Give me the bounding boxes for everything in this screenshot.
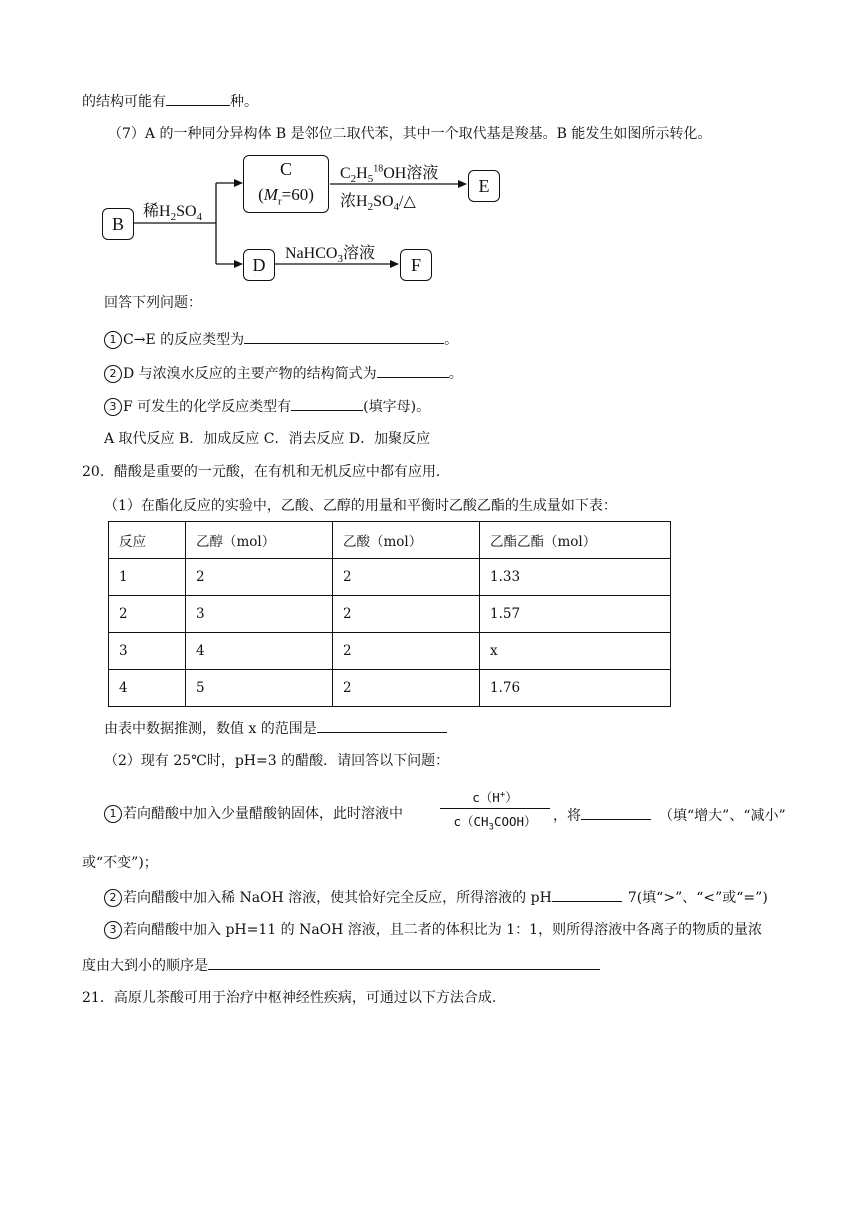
- sub-question-p3: 3 若向醋酸中加入 pH=11 的 NaOH 溶液，且二者的体积比为 1：1，则所得溶液中各离子的物质的量浓: [104, 920, 762, 940]
- question-7: （7）A 的一种同分异构体 B 是邻位二取代苯，其中一个取代基是羧基。B 能发生如图所示转化。: [108, 126, 712, 142]
- table-cell: 1.33: [480, 559, 671, 596]
- table-cell: 2: [186, 559, 333, 596]
- table-cell: 2: [109, 596, 186, 633]
- reagent-ethanol-18o: $C_2H_5^{18}OH$溶液: [340, 163, 439, 186]
- answer-blank[interactable]: [208, 954, 600, 970]
- table-cell: 3: [109, 633, 186, 670]
- compound-f-box: F: [400, 249, 432, 281]
- table-row: [109, 596, 671, 633]
- sub-question-2: 2 D 与浓溴水反应的主要产物的结构简式为 。: [104, 362, 463, 384]
- fraction-bar: [440, 808, 550, 809]
- table-cell: 2: [333, 559, 480, 596]
- answer-blank[interactable]: [291, 395, 363, 411]
- text-line: 的结构可能有 种。: [82, 90, 258, 112]
- question-21: 21．高原儿茶酸可用于治疗中枢神经性疾病，可通过以下方法合成.: [82, 990, 497, 1006]
- reagent-dilute-h2so4: 稀$H_2SO_4$: [143, 203, 203, 224]
- answer-intro: 回答下列问题：: [104, 295, 202, 311]
- fraction-numerator: c（H+）: [472, 789, 518, 805]
- table-cell: 2: [333, 596, 480, 633]
- sub-question-1: 1 C→E 的反应类型为 。: [104, 328, 458, 350]
- circled-number-1: 1: [104, 331, 122, 349]
- compound-b-box: B: [102, 208, 134, 240]
- table-cell: 5: [186, 670, 333, 707]
- table-header-cell: 乙酸（mol）: [333, 522, 480, 559]
- question-20: 20．醋酸是重要的一元酸，在有机和无机反应中都有应用.: [82, 464, 441, 480]
- circled-number-3: 3: [104, 921, 122, 939]
- table-header-cell: 反应: [109, 522, 186, 559]
- sub-question-p2: 2 若向醋酸中加入稀 NaOH 溶液，使其恰好完全反应，所得溶液的 pH 7(填“>”、“<”或“=”): [104, 886, 768, 908]
- esterification-table: [108, 521, 671, 707]
- compound-d-box: D: [243, 249, 275, 281]
- table-header-cell: 乙酯乙酯（mol）: [480, 522, 671, 559]
- table-cell: 1.57: [480, 596, 671, 633]
- question-20-part-1: （1）在酯化反应的实验中，乙酸、乙醇的用量和平衡时乙酸乙酯的生成量如下表：: [104, 498, 617, 514]
- fraction-denominator: $c(CH_3COOH)$: [453, 814, 537, 833]
- range-question: 由表中数据推测，数值 x 的范围是: [104, 717, 447, 739]
- table-cell: 2: [333, 633, 480, 670]
- table-cell: 1.76: [480, 670, 671, 707]
- question-20-part-2: （2）现有 25℃时，pH=3 的醋酸．请回答以下问题：: [104, 753, 450, 769]
- reagent-nahco3: NaHCO$_3$溶液: [285, 245, 375, 266]
- table-cell: 4: [109, 670, 186, 707]
- circled-number-2: 2: [104, 889, 122, 907]
- answer-blank[interactable]: [377, 362, 449, 378]
- compound-e-box: E: [468, 170, 500, 202]
- sub-question-p3-continued: 度由大到小的顺序是: [82, 954, 600, 976]
- table-cell: 3: [186, 596, 333, 633]
- answer-blank[interactable]: [317, 717, 447, 733]
- answer-options: A 取代反应 B．加成反应 C．消去反应 D．加聚反应: [104, 431, 431, 447]
- reagent-conc-h2so4-heat: 浓$H_2SO_4/\triangle$: [340, 193, 416, 214]
- sub-question-3: 3 F 可发生的化学反应类型有 (填字母)。: [104, 395, 430, 417]
- table-cell: 1: [109, 559, 186, 596]
- circled-number-1: 1: [104, 805, 122, 823]
- table-row: [109, 559, 671, 596]
- answer-blank[interactable]: [244, 328, 444, 344]
- sub-question-p1-continued: 或“不变”)；: [82, 855, 158, 871]
- table-cell: 4: [186, 633, 333, 670]
- table-header-row: [109, 522, 671, 559]
- table-cell: 2: [333, 670, 480, 707]
- circled-number-3: 3: [104, 398, 122, 416]
- sub-question-p1-tail: ，将 （填“增大”、“减小”: [553, 804, 786, 826]
- compound-c-box: C $(M_r=60)$: [243, 155, 329, 213]
- table-row: [109, 670, 671, 707]
- answer-blank[interactable]: [581, 804, 651, 820]
- sub-question-p1: 1 若向醋酸中加入少量醋酸钠固体，此时溶液中: [104, 804, 403, 824]
- table-row: [109, 633, 671, 670]
- molar-mass-label: $(M_r=60)$: [258, 185, 314, 208]
- table-cell: x: [480, 633, 671, 670]
- answer-blank[interactable]: [552, 886, 622, 902]
- circled-number-2: 2: [104, 365, 122, 383]
- table-header-cell: 乙醇（mol）: [186, 522, 333, 559]
